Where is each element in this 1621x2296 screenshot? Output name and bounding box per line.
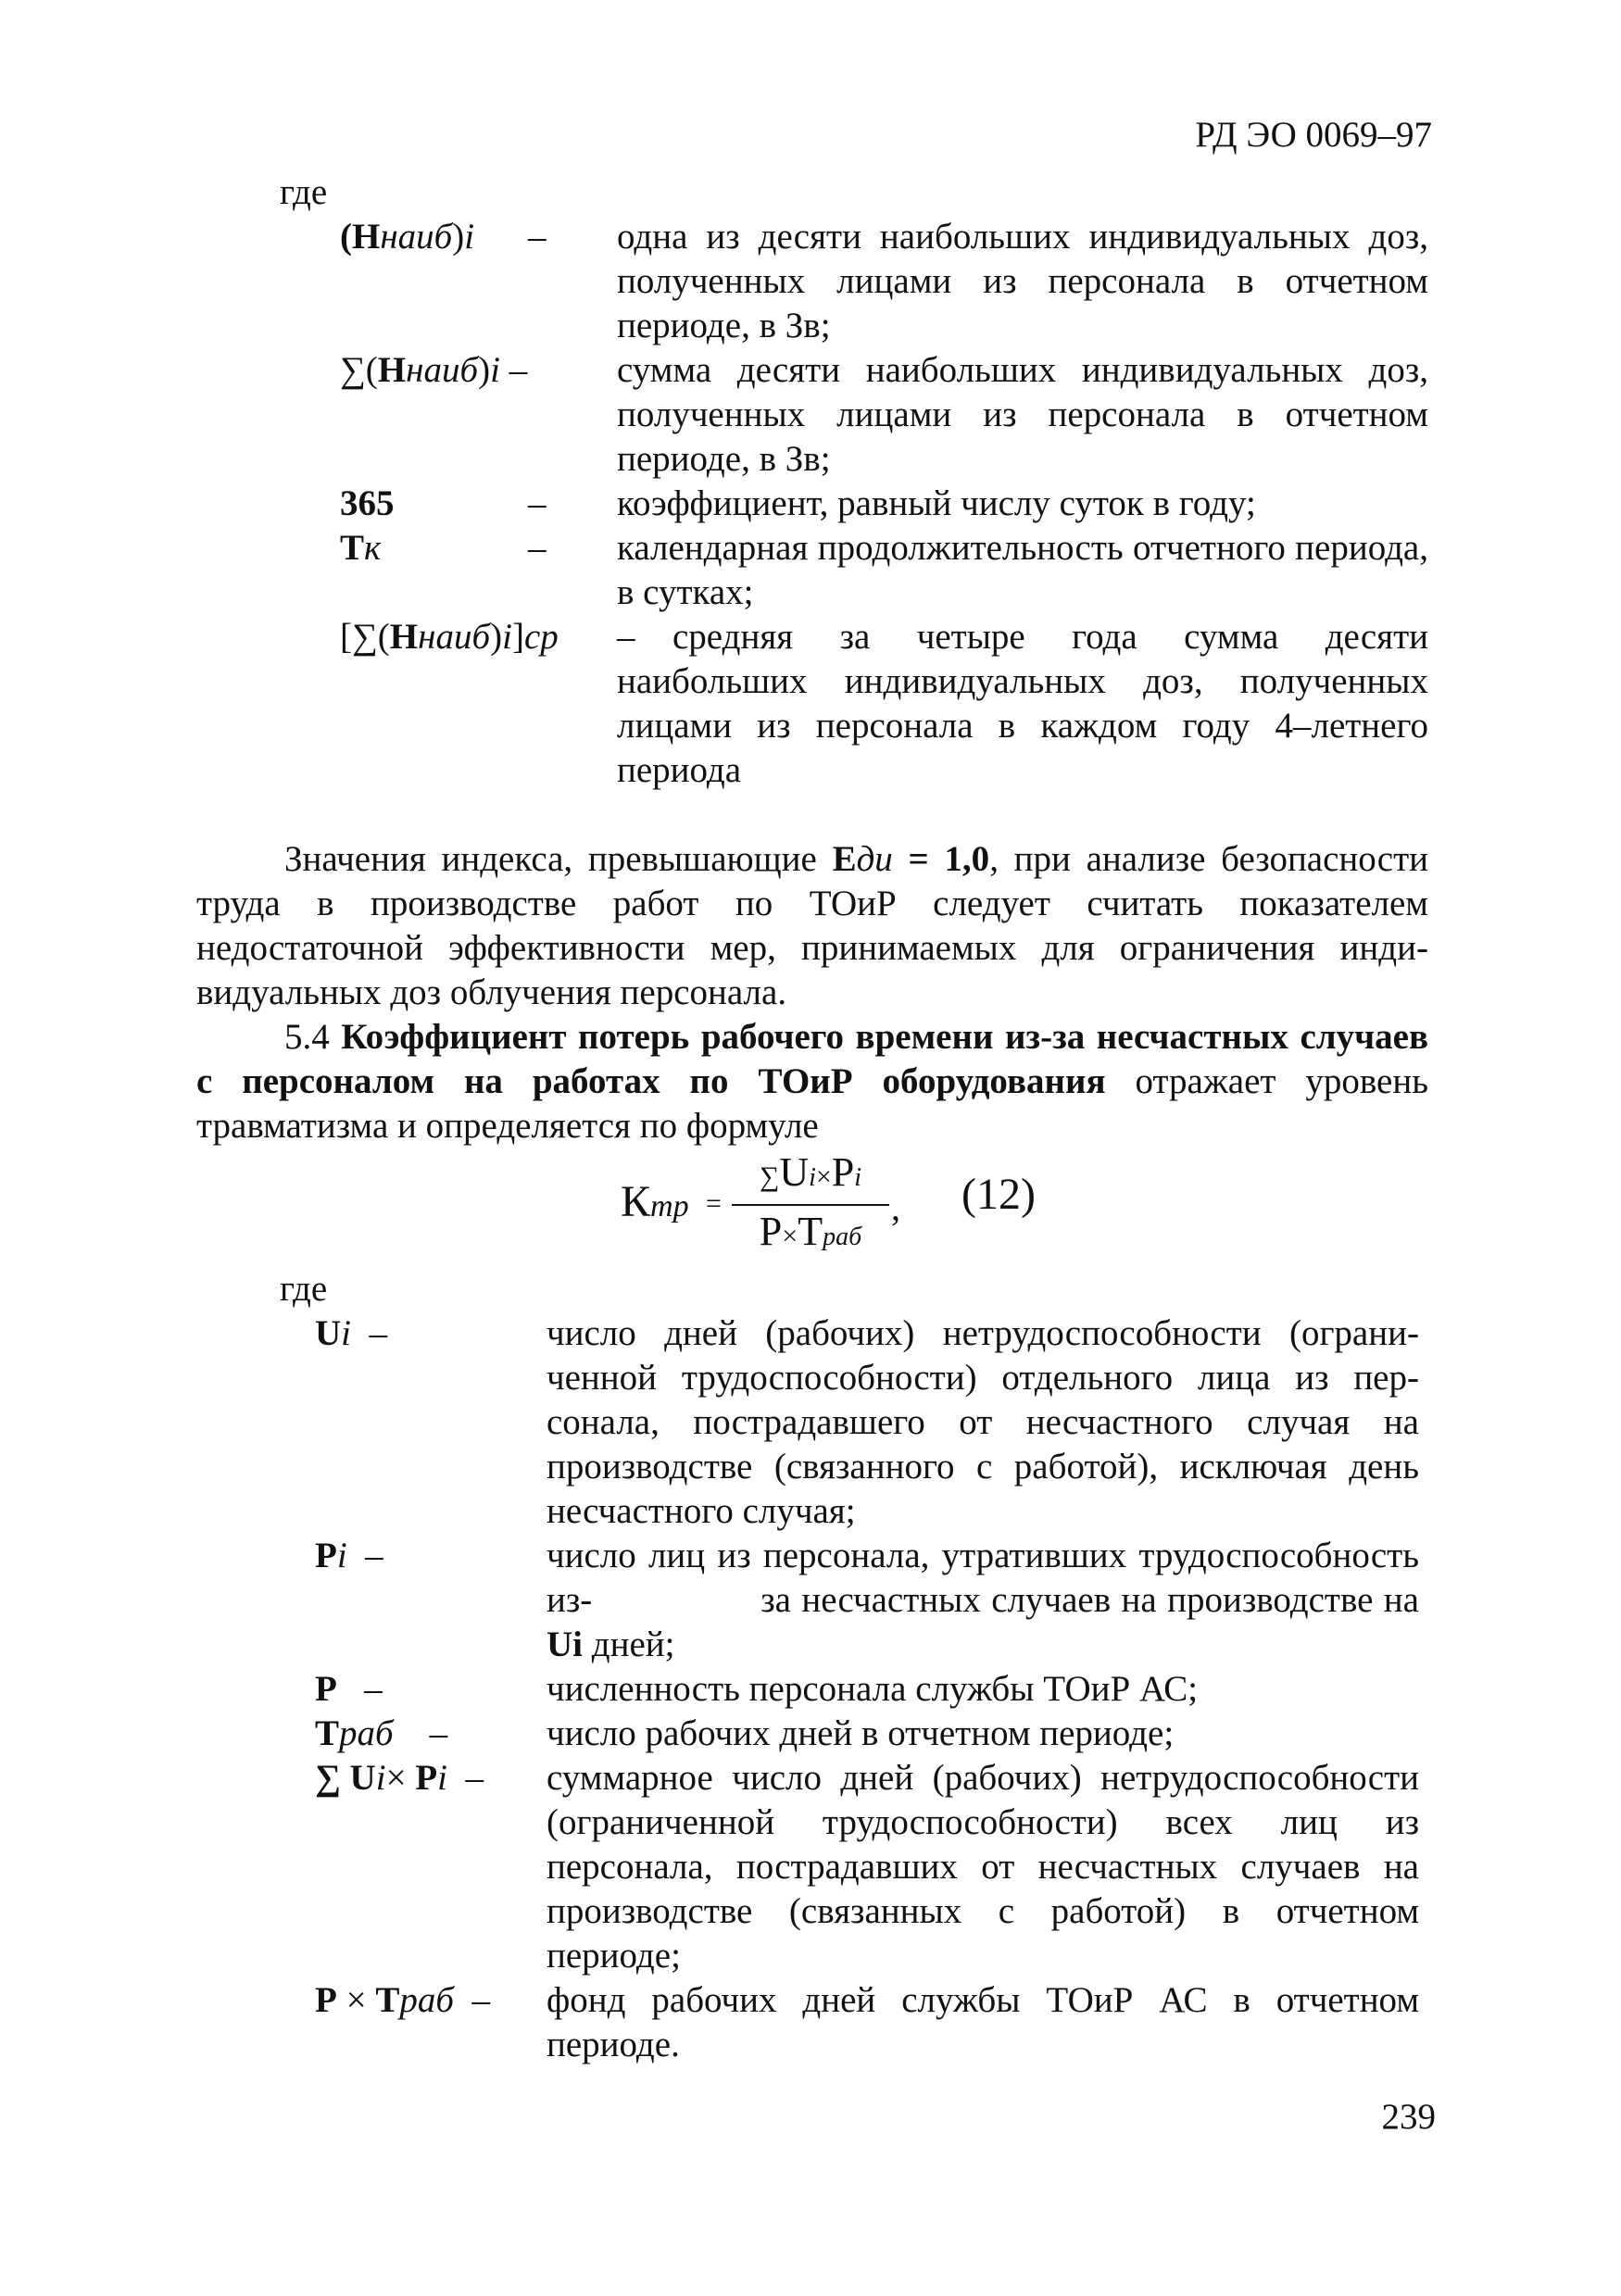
definition-term: 365: [340, 483, 395, 523]
definition-term: [∑(Ннаиб)i]ср: [340, 617, 559, 657]
where-label-1: где: [280, 172, 328, 212]
definition-text: фонд рабочих дней службы ТОиР АС в отчетном периоде.: [547, 1980, 1419, 2064]
formula-numerator: ∑Ui×Pi: [759, 1149, 862, 1195]
paragraph-text: Значения индекса, превышающие: [284, 839, 833, 879]
definition-text: число рабочих дней в отчетном периоде;: [547, 1713, 1175, 1753]
formula-denominator: P×Tраб: [759, 1209, 862, 1254]
section-number: 5.4: [284, 1017, 342, 1057]
definition-dash: –: [528, 528, 547, 568]
definition-text: одна из десяти наибольших индивидуальных доз, полученных лицами из персонала в отчетном периоде, в Зв;: [617, 217, 1428, 345]
where-label-2: где: [280, 1269, 328, 1309]
definition-text: средняя за четыре года сумма десяти наибольших индивидуальных доз, полученных лицами из персонала в каждом году 4–летнего периода: [617, 617, 1428, 790]
definition-text: число дней (рабочих) нетрудоспособности (ограниченной трудоспособности) отдельного лица из персонала, пострадавшего от несчастного случая на производстве (связанного с работой), исключая день несчастного случая;: [547, 1313, 1419, 1531]
formula-fraction: [732, 1148, 889, 1261]
paragraph-text: , при анализе безопасности труда в производстве работ по ТОиР следует считать показателем недостаточной эффективности мер, принимаемых для ограничения индивидуальных доз облучения персонала.: [196, 839, 1428, 1012]
formula-lhs: Ктр: [621, 1177, 689, 1226]
definition-term: (Ннаиб)i: [340, 217, 475, 257]
document-code-header: РД ЭО 0069–97: [1195, 115, 1432, 155]
section-heading: Коэффициент потерь рабочего времени из-за несчастных случаев с персоналом на работах по ТОиР оборудования: [196, 1017, 1429, 1101]
section-text: отражает уровень травматизма и определяется по формуле: [196, 1061, 1428, 1146]
section-5-4: [196, 1015, 1428, 1148]
equation-number: (12): [961, 1170, 1036, 1219]
definition-term: Pi –: [315, 1536, 383, 1575]
definition-text: коэффициент, равный числу суток в году;: [617, 483, 1256, 523]
definition-dash: –: [528, 217, 547, 257]
formula-12: [611, 1148, 1056, 1260]
formula-equals: =: [706, 1188, 722, 1219]
definition-term: Ui –: [315, 1313, 388, 1353]
definition-dash: –: [528, 483, 547, 523]
definition-term: ∑ Ui× Pi –: [315, 1758, 484, 1798]
definition-text: численность персонала службы ТОиР АС;: [547, 1669, 1199, 1709]
definition-term: ∑(Ннаиб)i –: [340, 350, 528, 390]
definition-dash: –: [617, 617, 635, 657]
index-symbol: Еди = 1,0: [832, 839, 990, 879]
fraction-bar: [732, 1204, 889, 1206]
definition-text: сумма десяти наибольших индивидуальных доз, полученных лицами из персонала в отчетном периоде, в Зв;: [617, 350, 1428, 479]
page-number: 239: [1381, 2097, 1436, 2137]
definition-term: Тк: [340, 528, 382, 568]
paragraph-index-values: [196, 837, 1428, 1015]
definition-term: Р × Траб –: [315, 1980, 490, 2020]
definition-term: Траб –: [315, 1713, 448, 1753]
formula-comma: ,: [891, 1186, 900, 1228]
definition-text: календарная продолжительность отчетного периода, в сутках;: [617, 528, 1428, 612]
definition-text: суммарное число дней (рабочих) нетрудоспособности (ограниченной трудоспособности) всех лиц из персонала, пострадавших от несчастных случаев на производстве (связанных с работой) в отчетном периоде;: [547, 1758, 1419, 1976]
definition-text: число лиц из персонала, утративших трудоспособность из- за несчастных случаев на производстве на Ui дней;: [547, 1536, 1419, 1664]
definition-term: Р –: [315, 1669, 383, 1709]
